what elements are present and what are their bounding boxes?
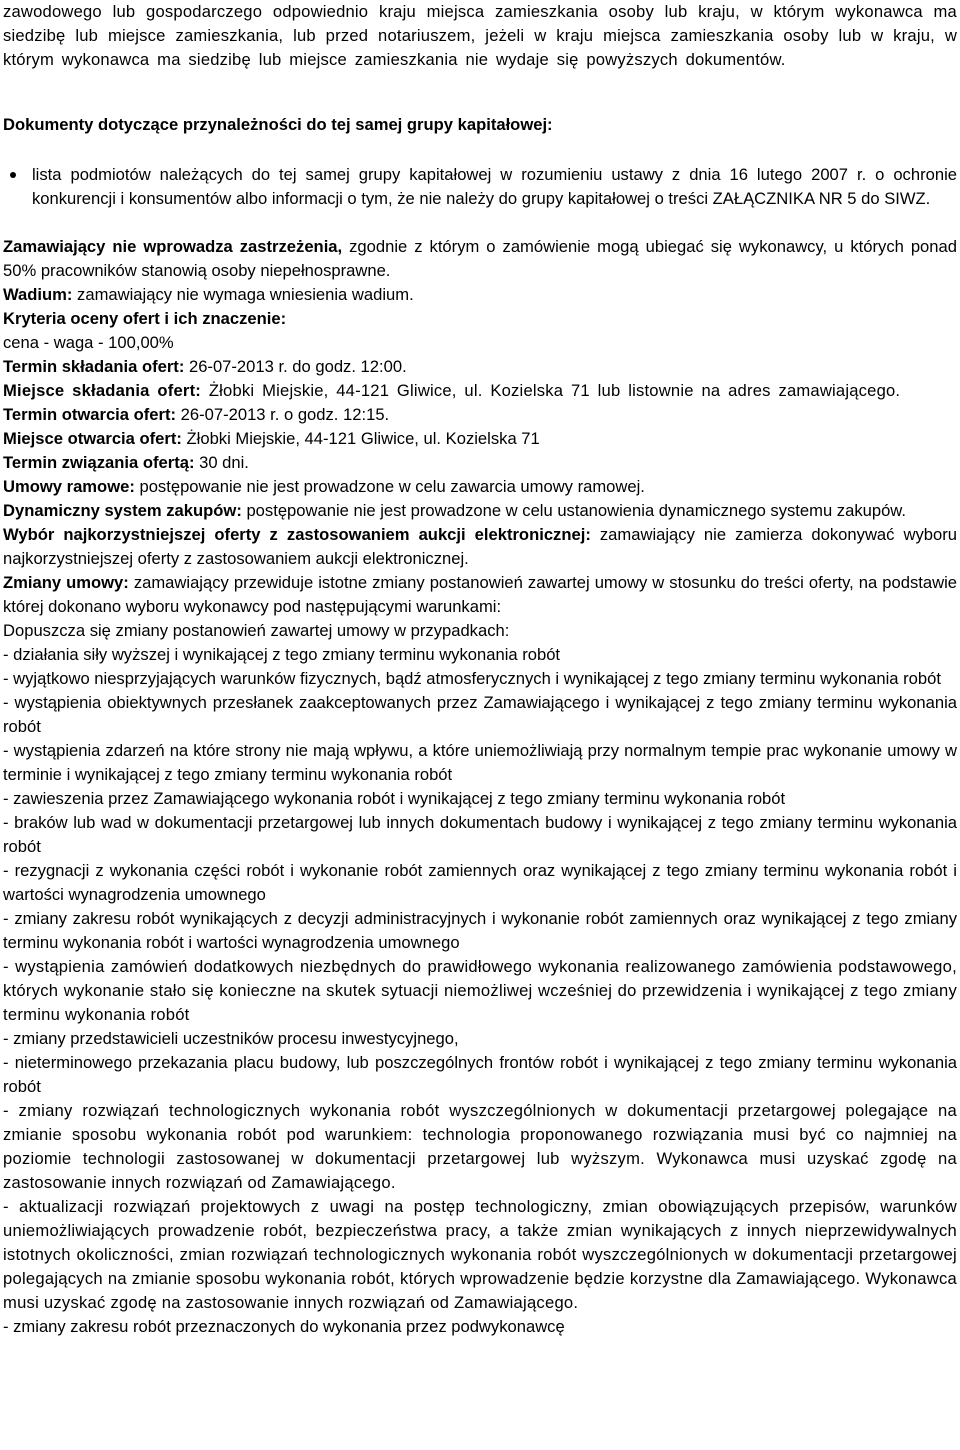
dynamic-text: postępowanie nie jest prowadzone w celu ustanowienia dynamicznego systemu zakupów. (241, 501, 906, 520)
opening-text: 26-07-2013 r. o godz. 12:15. (176, 405, 390, 424)
list-item: - wystąpienia zdarzeń na które strony nie mają wpływu, a które uniemożliwiają przy normalnym tempie prac wykonanie umowy w terminie i wynikającej z tego zmiany terminu wykonania robót (3, 741, 957, 784)
list-item: - zmiany przedstawicieli uczestników procesu inwestycyjnego, (3, 1029, 459, 1048)
framework-label: Umowy ramowe: (3, 477, 135, 496)
auction-text: zamawiający nie zamierza dokonywać wyboru najkorzystniejszej oferty z zastosowaniem aukcji elektronicznej. (3, 525, 957, 568)
framework-text: postępowanie nie jest prowadzone w celu zawarcia umowy ramowej. (134, 477, 645, 496)
deadline-paragraph (3, 355, 957, 379)
list-item: - zmiany zakresu robót wynikających z decyzji administracyjnych i wykonanie robót zamiennych oraz wynikającej z tego zmiany terminu wykonania robót i wartości wynagrodzenia umownego (3, 909, 957, 952)
changes-text: zamawiający przewiduje istotne zmiany postanowień zawartej umowy w stosunku do treści oferty, na podstawie której dokonano wyboru wykonawcy pod następującymi warunkami: (3, 573, 957, 616)
changes-list (3, 619, 957, 1339)
changes-paragraph (3, 571, 957, 619)
list-item: - zawieszenia przez Zamawiającego wykonania robót i wynikającej z tego zmiany terminu wykonania robót (3, 789, 786, 808)
changes-list-intro: Dopuszcza się zmiany postanowień zawartej umowy w przypadkach: (3, 621, 510, 640)
list-item (3, 163, 957, 211)
list-item: - braków lub wad w dokumentacji przetargowej lub innych dokumentach budowy i wynikającej z tego zmiany terminu wykonania robót (3, 813, 957, 856)
wadium-paragraph (3, 283, 957, 307)
criteria-label: Kryteria oceny ofert i ich znaczenie: (3, 309, 287, 328)
intro-paragraph: zawodowego lub gospodarczego odpowiednio kraju miejsca zamieszkania osoby lub kraju, w którym wykonawca ma siedzibę lub miejsce zamieszkania, lub przed notariuszem, jeżeli w kraju miejsca zamieszkania osoby lub w kraju, w którym wykonawca ma siedzibę lub miejsce zamieszkania nie wydaje się powyższych dokumentów. (3, 2, 957, 69)
tender-details (3, 235, 957, 619)
list-item: - nieterminowego przekazania placu budowy, lub poszczególnych frontów robót i wynikającej z tego zmiany terminu wykonania robót (3, 1053, 957, 1096)
binding-paragraph (3, 451, 957, 475)
auction-paragraph (3, 523, 957, 571)
list-item: - wyjątkowo niesprzyjających warunków fizycznych, bądź atmosferycznych i wynikającej z tego zmiany terminu wykonania robót (3, 669, 941, 688)
opening-place-text: Żłobki Miejskie, 44-121 Gliwice, ul. Kozielska 71 (181, 429, 540, 448)
reservation-text: zgodnie z którym o zamówienie mogą ubiegać się wykonawcy, u których ponad 50% pracowników stanowią osoby niepełnosprawne. (3, 237, 957, 280)
list-item: - działania siły wyższej i wynikającej z tego zmiany terminu wykonania robót (3, 645, 561, 664)
opening-place-paragraph (3, 427, 957, 451)
document-page (3, 0, 957, 1339)
changes-label: Zmiany umowy: (3, 573, 129, 592)
wadium-label: Wadium: (3, 285, 73, 304)
list-item: - zmiany zakresu robót przeznaczonych do wykonania przez podwykonawcę (3, 1317, 565, 1336)
list-item: - wystąpienia obiektywnych przesłanek zaakceptowanych przez Zamawiającego i wynikającej z tego zmiany terminu wykonania robót (3, 693, 957, 736)
list-item: - wystąpienia zamówień dodatkowych niezbędnych do prawidłowego wykonania realizowanego zamówienia podstawowego, których wykonanie stało się konieczne na skutek sytuacji niemożliwej wcześniej do przewidzenia i wynikającej z tego zmiany terminu wykonania robót (3, 957, 957, 1024)
deadline-label: Termin składania ofert: (3, 357, 185, 376)
capital-group-heading: Dokumenty dotyczące przynależności do tej samej grupy kapitałowej: (3, 115, 553, 134)
opening-paragraph (3, 403, 957, 427)
framework-paragraph (3, 475, 957, 499)
opening-label: Termin otwarcia ofert: (3, 405, 177, 424)
criteria-text: cena - waga - 100,00% (3, 333, 174, 352)
list-item: - zmiany rozwiązań technologicznych wykonania robót wyszczególnionych w dokumentacji przetargowej polegające na zmianie sposobu wykonania robót pod warunkiem: technologia proponowanego rozwiązania musi być co najmniej na poziomie technologii zastosowanej w dokumentacji przetargowej lub wyższym. Wykonawca musi uzyskać zgodę na zastosowanie innych rozwiązań od Zamawiającego. (3, 1101, 957, 1192)
list-item: - aktualizacji rozwiązań projektowych z uwagi na postęp technologiczny, zmian obowiązujących przepisów, warunków uniemożliwiających prowadzenie robót, bezpieczeństwa pracy, a także zmian wynikających z innych nieprzewidywalnych istotnych okoliczności, zmian rozwiązań technologicznych wykonania robót wyszczególnionych w dokumentacji przetargowej polegających na zmianie sposobu wykonania robót, których wprowadzenie będzie korzystne dla Zamawiającego. Wykonawca musi uzyskać zgodę na zastosowanie innych rozwiązań od Zamawiającego. (3, 1197, 957, 1312)
place-paragraph (3, 379, 957, 403)
capital-group-list (3, 163, 957, 211)
deadline-text: 26-07-2013 r. do godz. 12:00. (184, 357, 407, 376)
bullet-icon (10, 172, 16, 178)
binding-label: Termin związania ofertą: (3, 453, 195, 472)
place-label: Miejsce składania ofert: (3, 381, 202, 400)
binding-text: 30 dni. (194, 453, 249, 472)
dynamic-paragraph (3, 499, 957, 523)
reservation-paragraph (3, 235, 957, 283)
reservation-label: Zamawiający nie wprowadza zastrzeżenia, (3, 237, 343, 256)
bullet-text: lista podmiotów należących do tej samej grupy kapitałowej w rozumieniu ustawy z dnia 16 lutego 2007 r. o ochronie konkurencji i konsumentów albo informacji o tym, że nie należy do grupy kapitałowej o treści ZAŁĄCZNIKA NR 5 do SIWZ. (32, 165, 957, 208)
dynamic-label: Dynamiczny system zakupów: (3, 501, 242, 520)
opening-place-label: Miejsce otwarcia ofert: (3, 429, 182, 448)
list-item: - rezygnacji z wykonania części robót i wykonanie robót zamiennych oraz wynikającej z tego zmiany terminu wykonania robót i wartości wynagrodzenia umownego (3, 861, 957, 904)
auction-label: Wybór najkorzystniejszej oferty z zastosowaniem aukcji elektronicznej: (3, 525, 591, 544)
wadium-text: zamawiający nie wymaga wniesienia wadium. (72, 285, 414, 304)
place-text: Żłobki Miejskie, 44-121 Gliwice, ul. Kozielska 71 lub listownie na adres zamawiającego. (201, 381, 901, 400)
